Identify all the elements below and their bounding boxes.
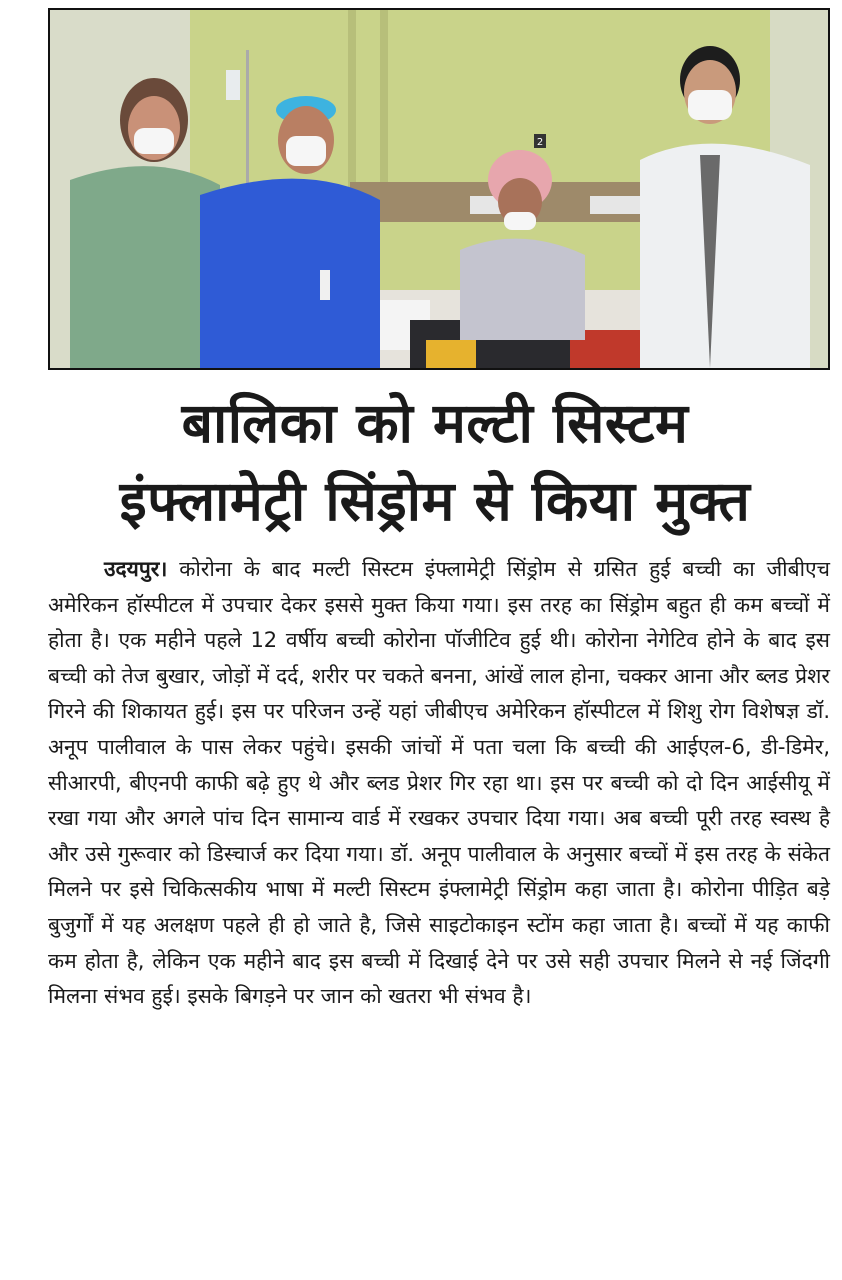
news-photo bbox=[48, 8, 830, 370]
dateline: उदयपुर। bbox=[104, 557, 168, 581]
headline-line-2: इंफ्लामेट्री सिंड्रोम से किया मुक्त bbox=[119, 469, 751, 533]
headline-line-1: बालिका को मल्टी सिस्टम bbox=[181, 391, 689, 455]
article-body bbox=[48, 552, 830, 1015]
hospital-photo-icon bbox=[50, 10, 828, 368]
article-paragraph bbox=[48, 552, 830, 1015]
headline bbox=[40, 384, 830, 540]
bed-number: 2 bbox=[536, 137, 544, 148]
article-text: कोरोना के बाद मल्टी सिस्टम इंफ्लामेट्री सिंड्रोम से ग्रसित हुई बच्ची का जीबीएच अमेरिकन हॉस्पीटल में उपचार देकर इससे मुक्त किया गया। इस तरह का सिंड्रोम बहुत ही कम बच्चों में होता है। एक महीने पहले 12 वर्षीय बच्ची कोरोना पॉजीटिव हुई थी। कोरोना नेगेटिव होने के बाद इस बच्ची को तेज बुखार, जोड़ों में दर्द, शरीर पर चकते बनना, आंखें लाल होना, चक्कर आना और ब्लड प्रेशर गिरने की शिकायत हुई। इस पर परिजन उन्हें यहां जीबीएच अमेरिकन हॉस्पीटल में शिशु रोग विशेषज्ञ डॉ. अनूप पालीवाल के पास लेकर पहुंचे। इसकी जांचों में पता चला कि बच्ची की आईएल-6, डी-डिमेर, सीआरपी, बीएनपी काफी बढ़े हुए थे और ब्लड प्रेशर गिर रहा था। इस पर बच्ची को दो दिन आईसीयू में रखा गया और अगले पांच दिन सामान्य वार्ड में रखकर उपचार दिया गया। अब बच्ची पूरी तरह स्वस्थ है और उसे गुरूवार को डिस्चार्ज कर दिया गया। डॉ. अनूप पालीवाल के अनुसार बच्चों में इस तरह के संकेत मिलने पर इसे चिकित्सकीय भाषा में मल्टी सिस्टम इंफ्लामेट्री सिंड्रोम कहा जाता है। कोरोना पीड़ित बड़े बुजुर्गों में यह अलक्षण पहले ही हो जाते है, जिसे साइटोकाइन स्टोंम कहा जाता है। बच्चों में यह काफी कम होता है, लेकिन एक महीने बाद इस बच्ची में दिखाई देने पर उसे सही उपचार मिलने से नई जिंदगी मिलना संभव हुई। इसके बिगड़ने पर जान को खतरा भी संभव है। bbox=[48, 557, 830, 1009]
